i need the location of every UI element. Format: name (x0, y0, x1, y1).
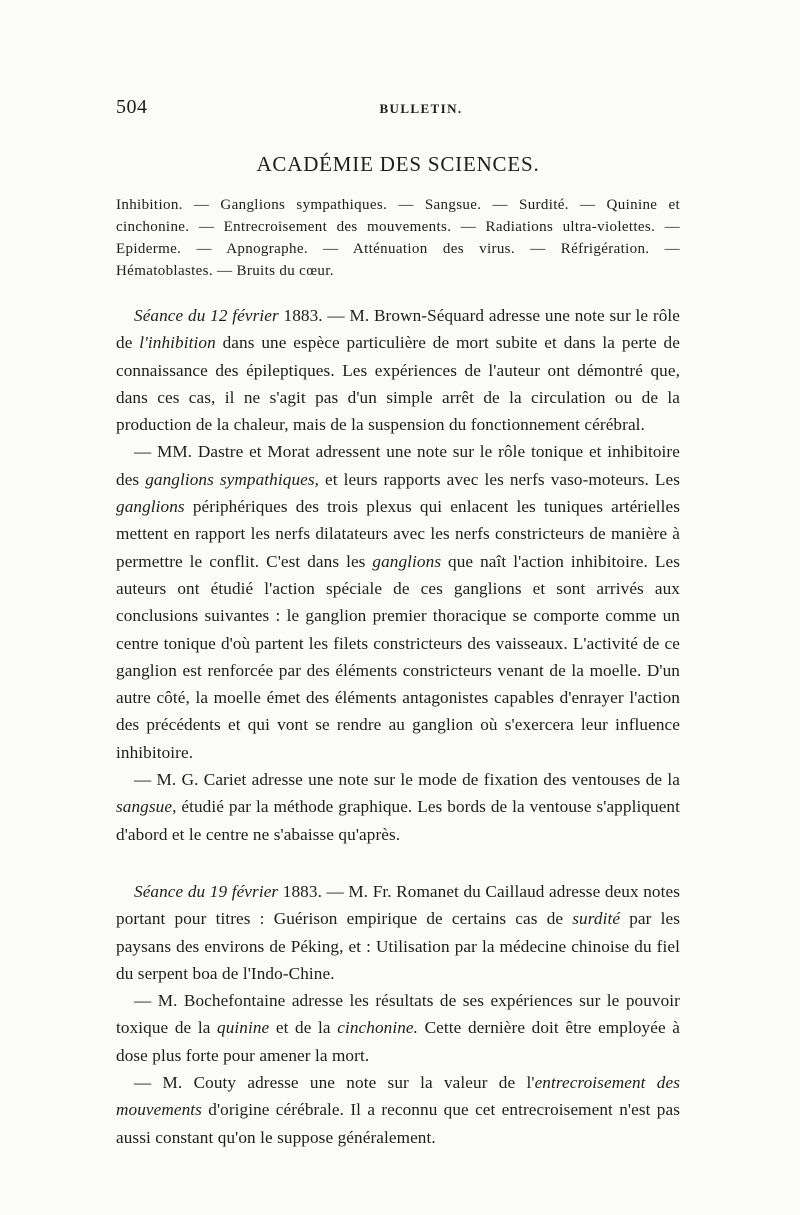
sessions (116, 302, 680, 1151)
italic-run: Séance du 12 février (134, 306, 279, 325)
text-run: — M. Bochefontaine adresse les résultats de ses expériences sur le pouvoir toxique de la (116, 991, 680, 1038)
italic-run: sangsue, (116, 797, 177, 817)
text-run: — M. G. Cariet adresse une note sur le mode de fixation des ventouses de la (134, 770, 680, 790)
text-run: et leurs rapports avec les nerfs vaso-moteurs. Les (319, 469, 681, 489)
paragraph (116, 766, 680, 848)
text-run: par les paysans des environs de Péking, et : Utilisation par la médecine chinoise du fiel du serpent boa de l'Indo-Chine. (116, 909, 680, 983)
text-run: et de la (269, 1018, 338, 1038)
italic-run: quinine (217, 1018, 270, 1038)
text-run: que naît l'action inhibitoire. Les auteurs ont étudié l'action spéciale de ces ganglions et sont arrivés aux conclusions suivantes : le ganglion premier thoracique se comporte comme un centre tonique d'où partent les filets constricteurs des vaisseaux. L'activité de ce ganglion est renforcée par des éléments constricteurs venant de la moelle. D'un autre côté, la moelle émet des éléments antagonistes capables d'enrayer l'action des précédents et qui vont se rendre au ganglion où s'exercera leur influence inhibitoire. (116, 551, 680, 762)
session-12-fevrier (116, 302, 680, 848)
italic-run: Séance du 19 février (134, 881, 279, 901)
session-separator (116, 848, 680, 878)
text-run: 1883. — M. Fr. Romanet du Caillaud adresse deux notes portant pour titres : Guérison empirique de certains cas de (116, 881, 681, 929)
text-run: périphériques des trois plexus qui enlacent les tuniques artérielles mettent en rapport les nerfs dilatateurs avec les nerfs constricteurs de manière à permettre le conflit. C'est dans les (116, 497, 680, 571)
italic-run: surdité (572, 909, 621, 929)
text-run: Cette dernière doit être employée à dose plus forte pour amener la mort. (116, 1018, 680, 1065)
italic-run: ganglions sympathiques, (145, 469, 320, 489)
session-19-fevrier (116, 878, 680, 1151)
text-run: d'origine cérébrale. Il a reconnu que cet entrecroisement n'est pas aussi constant qu'on le suppose généralement. (116, 1100, 680, 1147)
running-header (116, 96, 680, 126)
paragraph (116, 438, 680, 766)
text-run: 1883. — M. Brown-Séquard adresse une note sur le rôle de (116, 306, 680, 353)
paragraph (116, 302, 680, 438)
text-run: dans une espèce particulière de mort subite et dans la perte de connaissance des épileptiques. Les expériences de l'auteur ont démontré que, dans ces cas, il ne s'agit pas d'un simple arrêt de la circulation ou de la production de la chaleur, mais de la suspension du fonctionnement cérébral. (116, 333, 680, 435)
text-run: — M. Couty adresse une note sur la valeur de l' (134, 1073, 535, 1093)
section-title: ACADÉMIE DES SCIENCES. (256, 152, 540, 176)
text-run: — MM. Dastre et Morat adressent une note sur le rôle tonique et inhibitoire des (116, 442, 680, 489)
italic-run: l'inhibition (139, 333, 216, 353)
keywords-summary: Inhibition. — Ganglions sympathiques. — Sangsue. — Surdité. — Quinine et cinchonine. — Entrecroisement des mouvements. — Radiations ultra-violettes. — Epiderme. — Apnographe. — Atténuation des virus. — Réfrigération. — Hématoblastes. — Bruits du cœur. (116, 197, 680, 279)
italic-run: ganglions (372, 551, 442, 571)
italic-run: entrecroisement des mouvements (116, 1073, 680, 1120)
italic-run: cinchonine. (337, 1018, 419, 1038)
paragraph (116, 1069, 680, 1151)
text-run: étudié par la méthode graphique. Les bords de la ventouse s'appliquent d'abord et le centre ne s'abaisse qu'après. (116, 797, 680, 844)
page-number: 504 (116, 96, 148, 118)
paragraph (116, 987, 680, 1069)
running-title: BULLETIN. (379, 101, 463, 116)
italic-run: ganglions (116, 497, 185, 517)
paragraph (116, 878, 680, 987)
